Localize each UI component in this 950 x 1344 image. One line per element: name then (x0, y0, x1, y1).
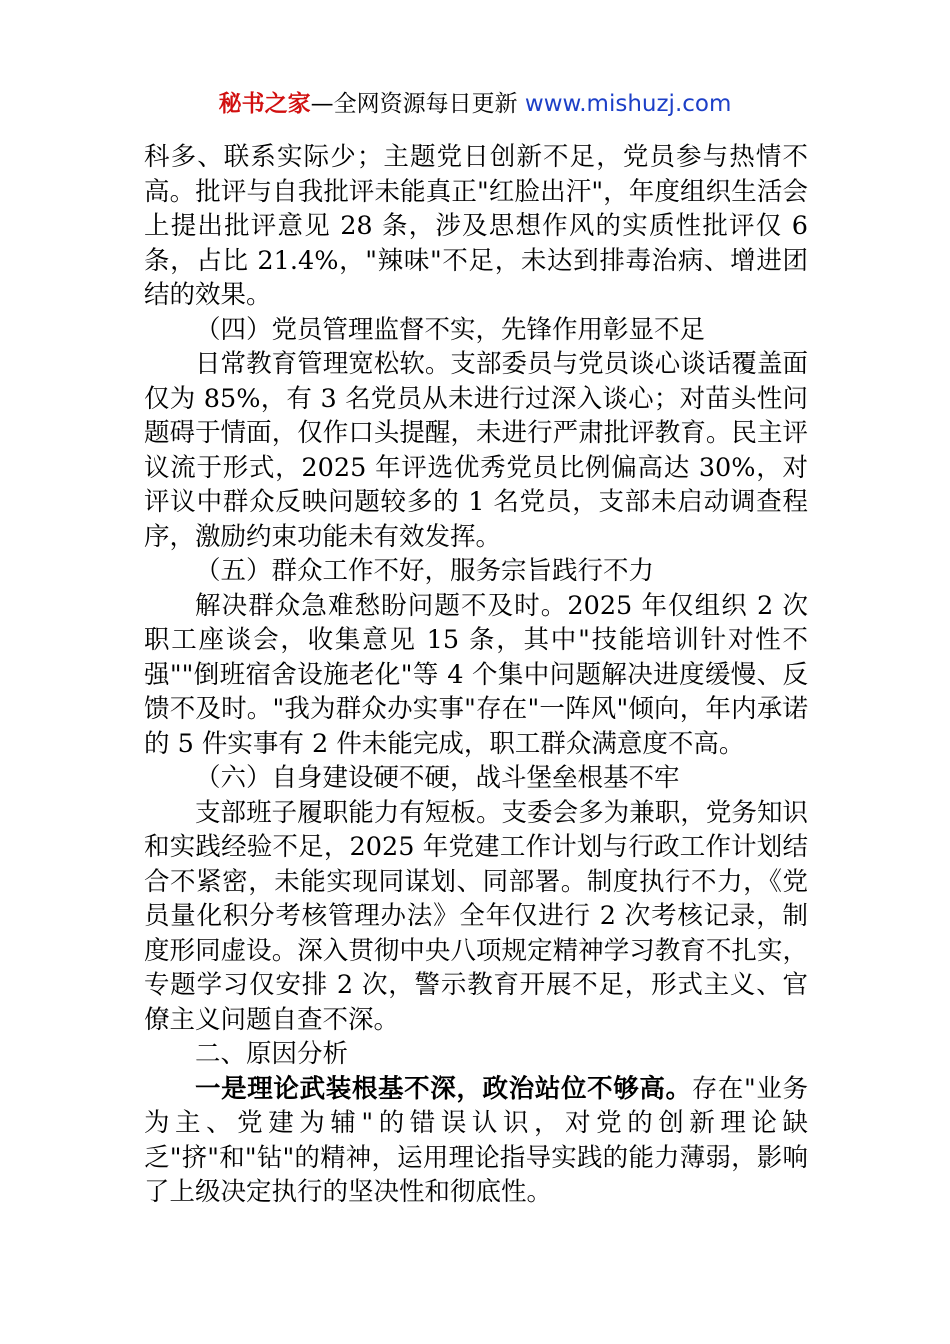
site-brand: 秘书之家 (218, 91, 311, 117)
paragraph-continuation: 科多、联系实际少；主题党日创新不足，党员参与热情不高。批评与自我批评未能真正"红脸出汗"，年度组织生活会上提出批评意见 28 条，涉及思想作风的实质性批评仅 6 条，占比 21.4%，"辣味"不足，未达到排毒治病、增进团结的效果。 (144, 142, 808, 310)
section-heading-cause-analysis: 二、原因分析 (195, 1039, 349, 1069)
site-header (0, 88, 950, 120)
section-heading-6: （六）自身建设硬不硬，战斗堡垒根基不牢 (195, 763, 680, 793)
document-body (144, 140, 808, 1210)
section-heading-5: （五）群众工作不好，服务宗旨践行不力 (195, 556, 655, 586)
site-url-link[interactable]: www.mishuzj.com (524, 91, 732, 117)
paragraph-cause-one-text: 存在"业务为主、党建为辅"的错误认识，对党的创新理论缺乏"挤"和"钻"的精神，运用理论指导实践的能力薄弱，影响了上级决定执行的坚决性和彻底性。 (144, 1073, 808, 1207)
site-tagline: —全网资源每日更新 (310, 91, 525, 117)
paragraph-self-building: 支部班子履职能力有短板。支委会多为兼职，党务知识和实践经验不足，2025 年党建工作计划与行政工作计划结合不紧密，未能实现同谋划、同部署。制度执行不力，《党员量化积分考核管理办法》全年仅进行 2 次考核记录，制度形同虚设。深入贯彻中央八项规定精神学习教育不扎实，专题学习仅安排 2 次，警示教育开展不足，形式主义、官僚主义问题自查不深。 (144, 797, 808, 1035)
paragraph-cause-one-lead: 一是理论武装根基不深，政治站位不够高。 (195, 1073, 692, 1104)
paragraph-mass-work: 解决群众急难愁盼问题不及时。2025 年仅组织 2 次职工座谈会，收集意见 15 条，其中"技能培训针对性不强""倒班宿舍设施老化"等 4 个集中问题解决进度缓慢、反馈不及时。"我为群众办实事"存在"一阵风"倾向，年内承诺的 5 件实事有 2 件未能完成，职工群众满意度不高。 (144, 590, 808, 759)
section-heading-4: （四）党员管理监督不实，先锋作用彰显不足 (195, 314, 706, 345)
paragraph-party-management: 日常教育管理宽松软。支部委员与党员谈心谈话覆盖面仅为 85%，有 3 名党员从未进行过深入谈心；对苗头性问题碍于情面，仅作口头提醒，未进行严肃批评教育。民主评议流于形式，2025 年评选优秀党员比例偏高达 30%，对评议中群众反映问题较多的 1 名党员，支部未启动调查程序，激励约束功能未有效发挥。 (144, 349, 808, 552)
paragraph-cause-one (144, 1072, 808, 1210)
